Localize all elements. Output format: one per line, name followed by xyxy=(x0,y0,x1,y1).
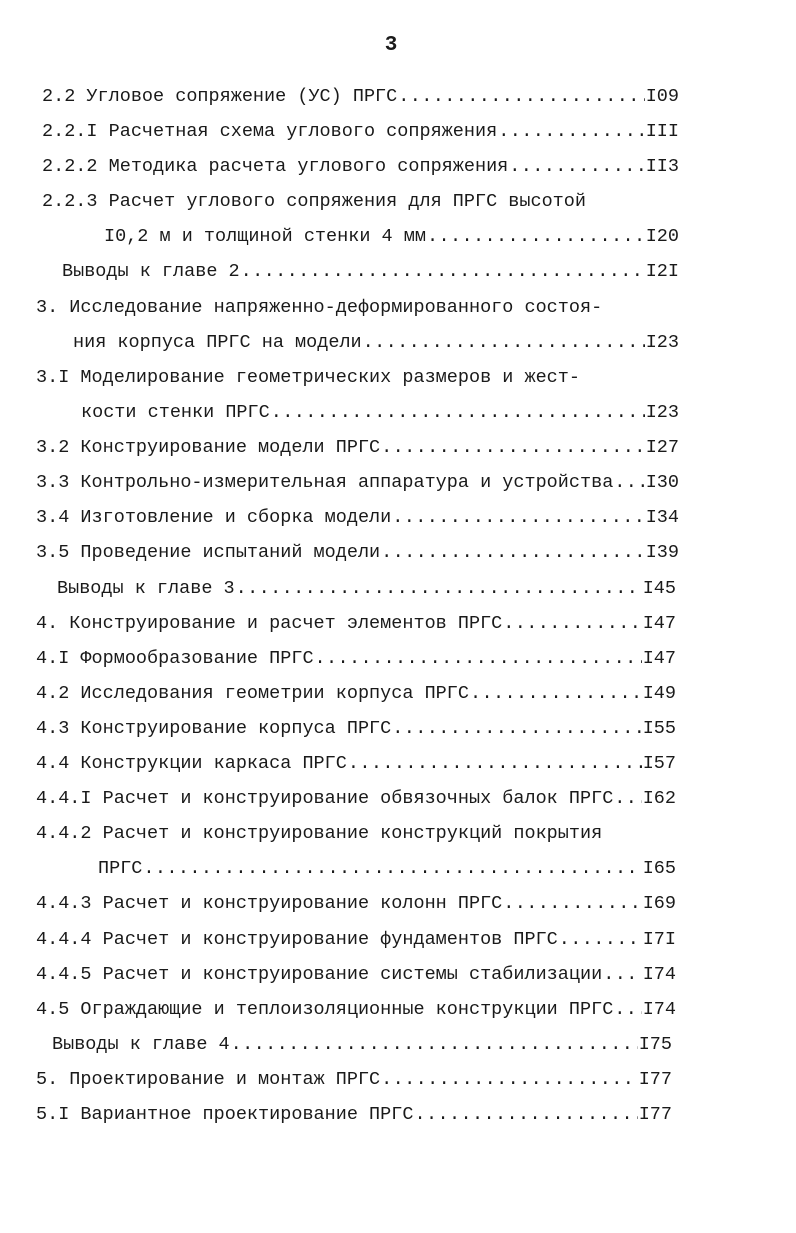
toc-entry-title: 4.4.3 Расчет и конструирование колонн ПРГС xyxy=(36,893,503,914)
toc-entry xyxy=(57,576,676,602)
toc-entry-title: 2.2 Угловое сопряжение (УС) ПРГС xyxy=(42,86,398,107)
toc-leader-dots xyxy=(363,330,645,356)
toc-entry-continuation xyxy=(104,224,679,250)
toc-entry-title: 4.3 Конструирование корпуса ПРГС xyxy=(36,718,392,739)
toc-entry-title: 4.4 Конструкции каркаса ПРГС xyxy=(36,753,347,774)
toc-entry xyxy=(42,154,679,180)
toc-entry-page: I65 xyxy=(642,858,676,879)
toc-leader-dots xyxy=(503,891,641,917)
toc-entry xyxy=(36,365,679,391)
toc-entry-page: III xyxy=(645,121,679,142)
toc-entry-page: I34 xyxy=(645,507,679,528)
toc-entry-continuation xyxy=(73,330,679,356)
toc-entry-title: 3.5 Проведение испытаний модели xyxy=(36,542,381,563)
toc-entry-title: 3.I Моделирование геометрических размеров и жест- xyxy=(36,367,580,388)
toc-entry-title: Выводы к главе 3 xyxy=(57,578,235,599)
toc-entry-continuation xyxy=(81,400,679,426)
toc-entry xyxy=(36,470,679,496)
toc-entry xyxy=(36,751,676,777)
toc-entry-title: 5. Проектирование и монтаж ПРГС xyxy=(36,1069,381,1090)
toc-entry-title: 2.2.I Расчетная схема углового сопряжения xyxy=(42,121,498,142)
toc-leader-dots xyxy=(392,716,641,742)
toc-entry xyxy=(36,1102,672,1128)
toc-entry-title: кости стенки ПРГС xyxy=(81,402,270,423)
toc-entry-page: I09 xyxy=(645,86,679,107)
toc-entry-title: 4.I Формообразование ПРГС xyxy=(36,648,314,669)
toc-entry-continuation xyxy=(98,856,676,882)
toc-entry-title: 4.5 Ограждающие и теплоизоляционные конструкции ПРГС xyxy=(36,999,614,1020)
toc-entry xyxy=(36,997,676,1023)
toc-entry xyxy=(42,84,679,110)
toc-entry-title: Выводы к главе 4 xyxy=(52,1034,230,1055)
toc-entry xyxy=(36,540,679,566)
toc-entry-page: I62 xyxy=(642,788,676,809)
toc-entry xyxy=(36,1067,672,1093)
toc-entry-title: 3.2 Конструирование модели ПРГС xyxy=(36,437,381,458)
toc-entry-page: I23 xyxy=(645,402,679,423)
toc-entry-page: I23 xyxy=(645,332,679,353)
toc-leader-dots xyxy=(603,962,641,988)
toc-entry-title: 4.4.I Расчет и конструирование обвязочных балок ПРГС xyxy=(36,788,614,809)
toc-leader-dots xyxy=(614,997,641,1023)
toc-entry xyxy=(42,119,679,145)
toc-leader-dots xyxy=(236,576,642,602)
toc-leader-dots xyxy=(559,927,642,953)
toc-leader-dots xyxy=(271,400,645,426)
toc-leader-dots xyxy=(503,611,641,637)
toc-leader-dots xyxy=(614,786,641,812)
toc-leader-dots xyxy=(381,1067,638,1093)
toc-entry-page: I77 xyxy=(638,1104,672,1125)
toc-entry-title: 2.2.3 Расчет углового сопряжения для ПРГС высотой xyxy=(42,191,586,212)
toc-entry xyxy=(36,891,676,917)
toc-leader-dots xyxy=(414,1102,637,1128)
toc-leader-dots xyxy=(427,224,645,250)
toc-entry-page: I47 xyxy=(642,648,676,669)
toc-leader-dots xyxy=(509,154,644,180)
toc-entry-page: I2I xyxy=(645,261,679,282)
toc-entry-title: 2.2.2 Методика расчета углового сопряжения xyxy=(42,156,509,177)
toc-leader-dots xyxy=(381,540,645,566)
toc-entry-page: I77 xyxy=(638,1069,672,1090)
toc-leader-dots xyxy=(498,119,645,145)
toc-entry-page: I20 xyxy=(645,226,679,247)
toc-entry-page: I74 xyxy=(642,999,676,1020)
toc-entry-title: 3.4 Изготовление и сборка модели xyxy=(36,507,392,528)
toc-entry-title: 4.4.2 Расчет и конструирование конструкций покрытия xyxy=(36,823,603,844)
toc-entry-page: I39 xyxy=(645,542,679,563)
toc-entry-title: I0,2 м и толщиной стенки 4 мм xyxy=(104,226,426,247)
toc-entry xyxy=(36,786,676,812)
toc-entry xyxy=(36,681,676,707)
toc-entry xyxy=(52,1032,672,1058)
toc-entry-page: I30 xyxy=(645,472,679,493)
toc-entry-title: ПРГС xyxy=(98,858,143,879)
toc-entry-page: I27 xyxy=(645,437,679,458)
toc-entry xyxy=(36,505,679,531)
toc-entry-title: 5.I Вариантное проектирование ПРГС xyxy=(36,1104,414,1125)
toc-entry-page: I47 xyxy=(642,613,676,634)
toc-entry-title: 4. Конструирование и расчет элементов ПРГС xyxy=(36,613,503,634)
toc-entry-page: I75 xyxy=(638,1034,672,1055)
toc-entry xyxy=(36,435,679,461)
toc-entry-title: 3. Исследование напряженно-деформированного состоя- xyxy=(36,297,603,318)
page-number: 3 xyxy=(384,34,398,57)
toc-entry xyxy=(36,927,676,953)
toc-leader-dots xyxy=(143,856,641,882)
toc-entry-title: 3.3 Контрольно-измерительная аппаратура и устройства xyxy=(36,472,614,493)
toc-entry-title: 4.2 Исследования геометрии корпуса ПРГС xyxy=(36,683,469,704)
toc-leader-dots xyxy=(392,505,644,531)
toc-leader-dots xyxy=(241,259,645,285)
toc-entry-title: 4.4.4 Расчет и конструирование фундаментов ПРГС xyxy=(36,929,558,950)
toc-entry xyxy=(36,611,676,637)
toc-entry-title: 4.4.5 Расчет и конструирование системы стабилизации xyxy=(36,964,603,985)
toc-entry-title: Выводы к главе 2 xyxy=(62,261,240,282)
toc-entry-page: II3 xyxy=(645,156,679,177)
toc-entry xyxy=(36,646,676,672)
toc-entry-page: I74 xyxy=(642,964,676,985)
toc-entry xyxy=(36,962,676,988)
toc-leader-dots xyxy=(381,435,645,461)
toc-entry-page: I57 xyxy=(642,753,676,774)
toc-leader-dots xyxy=(231,1032,638,1058)
toc-entry-page: I7I xyxy=(642,929,676,950)
toc-entry-page: I45 xyxy=(642,578,676,599)
toc-leader-dots xyxy=(315,646,642,672)
toc-entry-page: I55 xyxy=(642,718,676,739)
toc-entry xyxy=(36,295,679,321)
toc-entry xyxy=(42,189,679,215)
toc-leader-dots xyxy=(470,681,642,707)
toc-entry xyxy=(62,259,679,285)
toc-leader-dots xyxy=(398,84,644,110)
toc-leader-dots xyxy=(348,751,642,777)
toc-entry-page: I49 xyxy=(642,683,676,704)
toc-entry-title: ния корпуса ПРГС на модели xyxy=(73,332,362,353)
toc-entry xyxy=(36,821,676,847)
toc-entry-page: I69 xyxy=(642,893,676,914)
toc-leader-dots xyxy=(614,470,644,496)
toc-entry xyxy=(36,716,676,742)
